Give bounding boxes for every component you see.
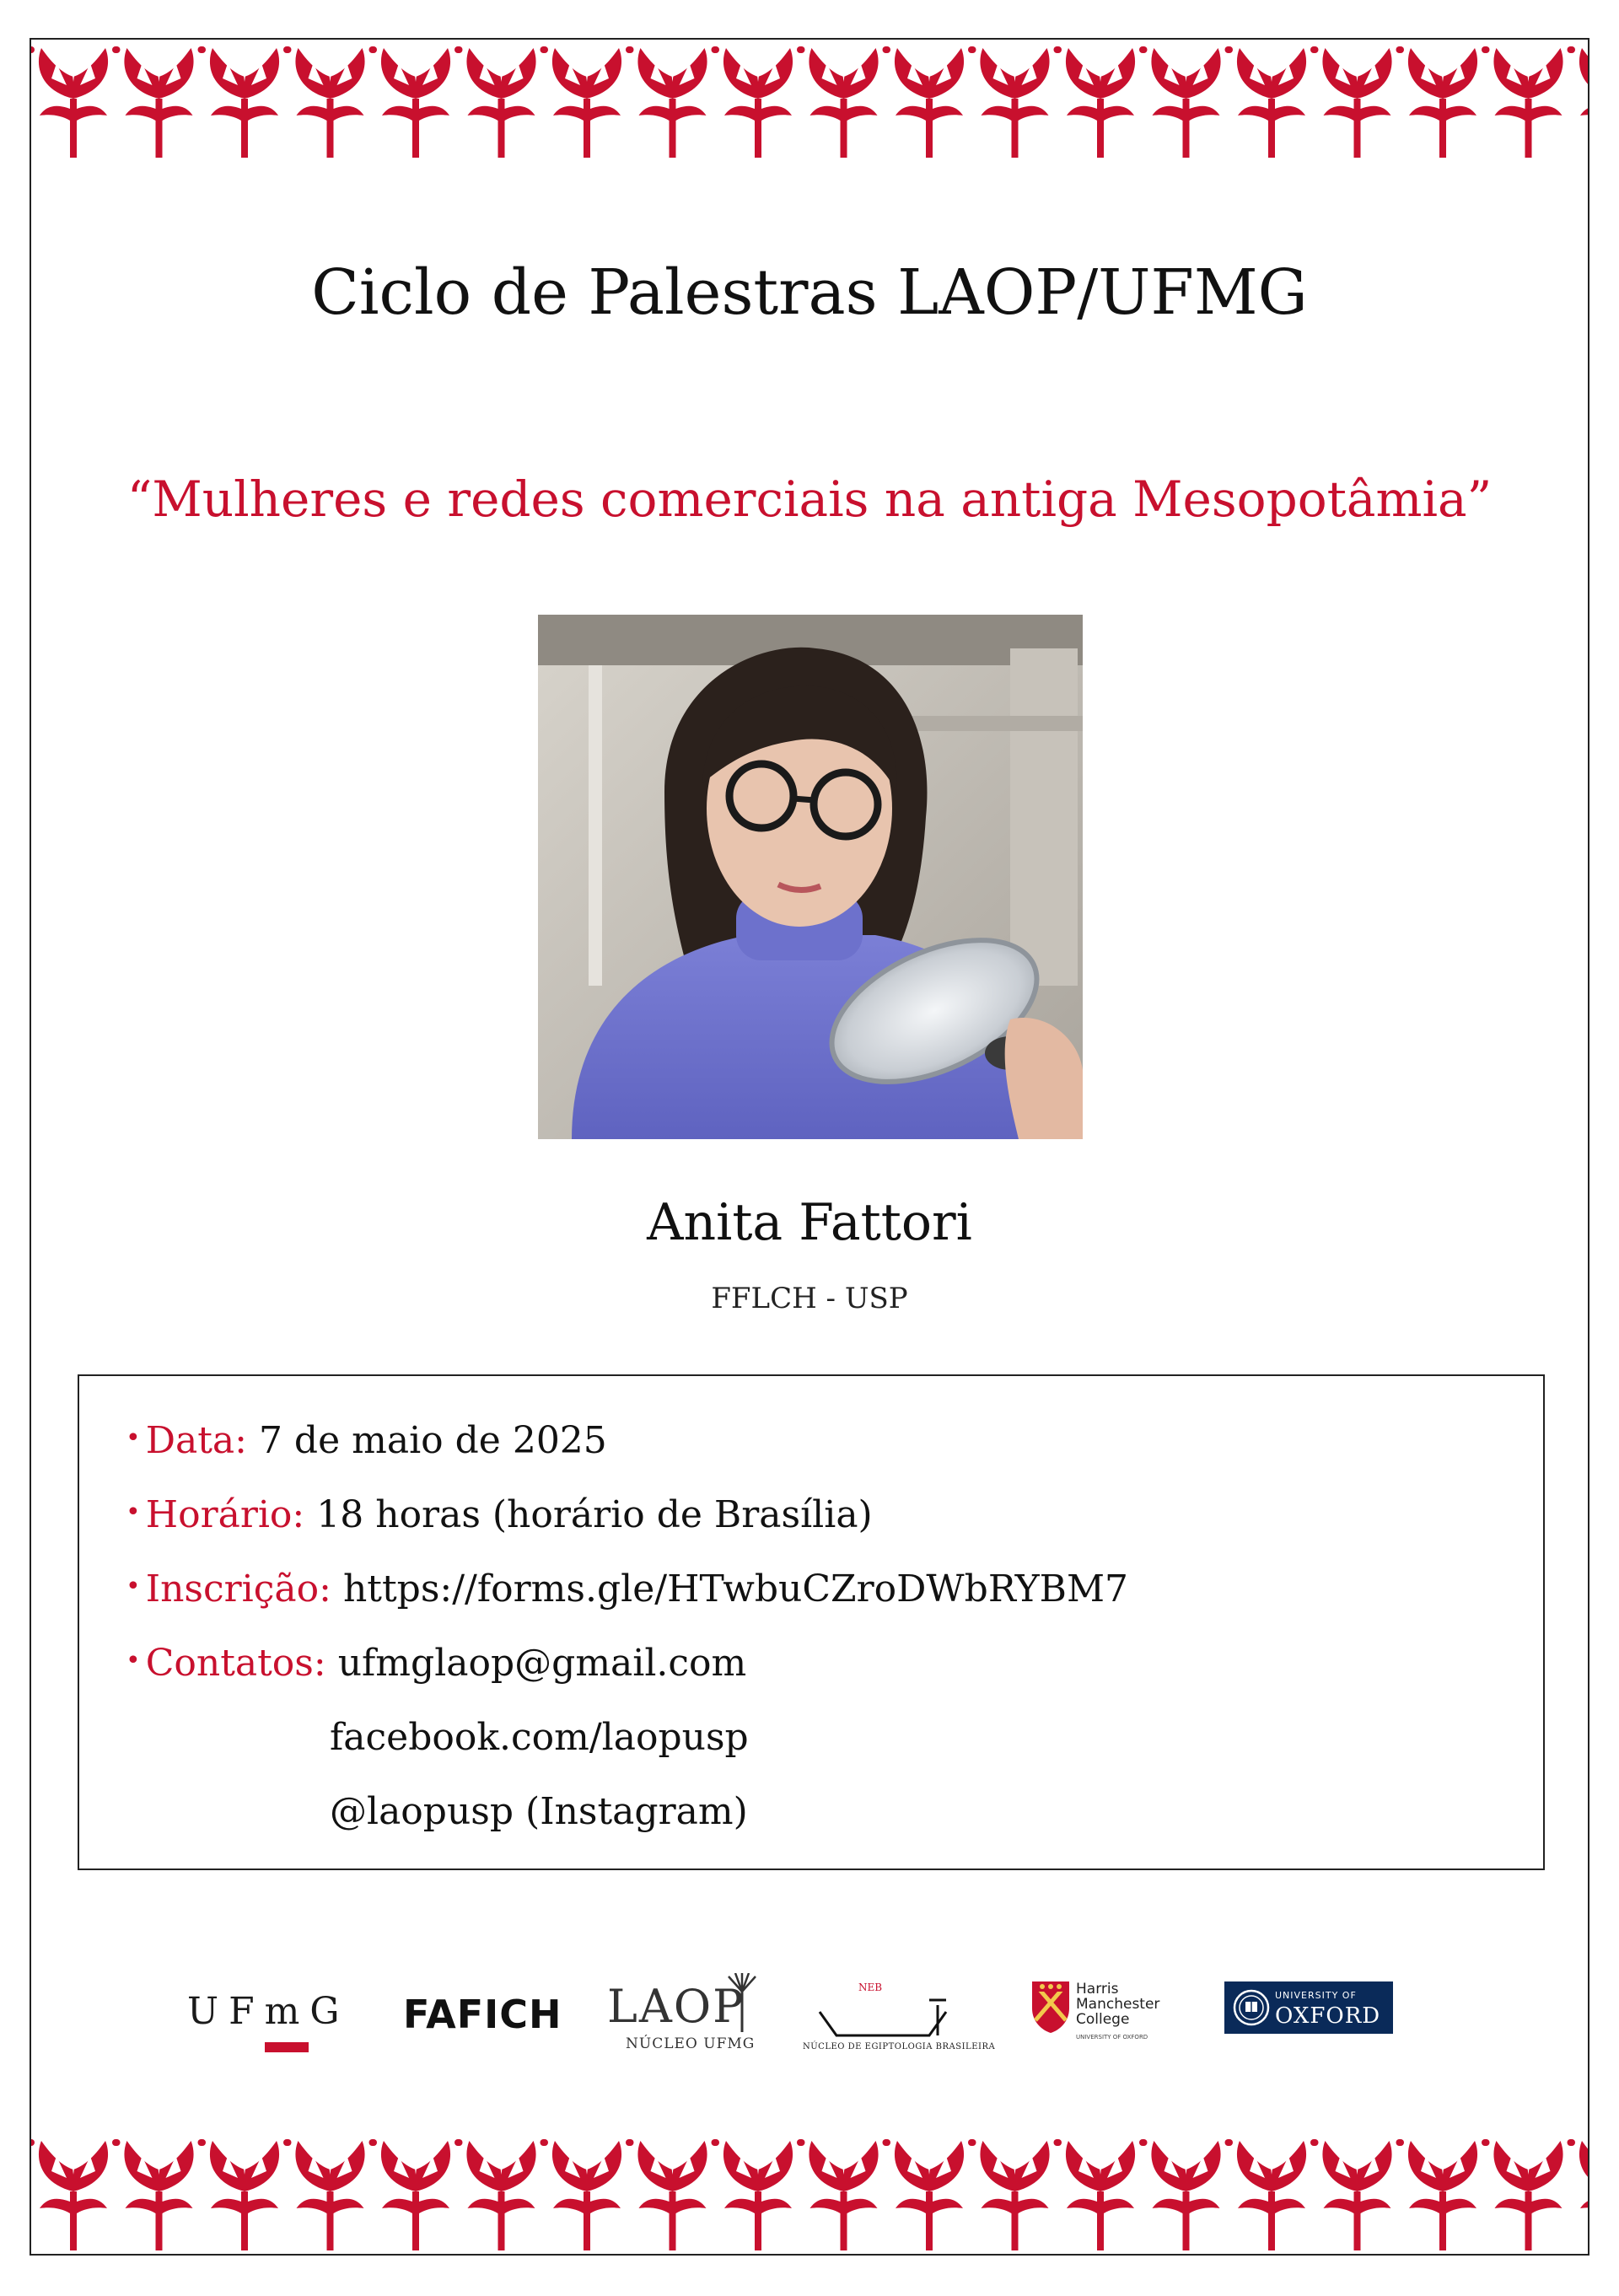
info-row-date xyxy=(126,1419,607,1462)
papyrus-motif-icon xyxy=(285,2139,376,2250)
papyrus-ornament-icon xyxy=(31,2132,1588,2252)
papyrus-motif-icon xyxy=(114,46,205,158)
decorative-border-top xyxy=(31,40,1588,159)
contact-facebook[interactable]: facebook.com/laopusp xyxy=(330,1716,749,1759)
page-frame xyxy=(30,38,1589,2256)
lecture-title: “Mulheres e redes comerciais na antiga Mesopotâmia” xyxy=(126,470,1493,528)
papyrus-motif-icon xyxy=(1055,2139,1146,2250)
papyrus-motif-icon xyxy=(799,46,890,158)
papyrus-motif-icon xyxy=(1568,46,1588,158)
papyrus-motif-icon xyxy=(31,46,119,158)
papyrus-motif-icon xyxy=(114,2139,205,2250)
papyrus-motif-icon xyxy=(1312,2139,1403,2250)
partner-logos xyxy=(0,1965,1619,2066)
papyrus-motif-icon xyxy=(199,46,290,158)
boat-icon xyxy=(811,1997,955,2039)
speaker-photo xyxy=(538,615,1083,1139)
papyrus-motif-icon xyxy=(713,46,804,158)
papyrus-motif-icon xyxy=(1397,46,1488,158)
papyrus-motif-icon xyxy=(1483,2139,1574,2250)
papyrus-motif-icon xyxy=(285,46,376,158)
speaker-affiliation: FFLCH - USP xyxy=(711,1282,908,1315)
info-row-contacts xyxy=(126,1642,747,1685)
papyrus-motif-icon xyxy=(31,2139,119,2250)
papyrus-motif-icon xyxy=(1226,46,1317,158)
speaker-name: Anita Fattori xyxy=(647,1193,972,1252)
papyrus-motif-icon xyxy=(1141,2139,1232,2250)
oxford-logo-small: UNIVERSITY OF xyxy=(1275,1990,1357,2001)
papyrus-motif-icon xyxy=(627,46,718,158)
oxford-logo xyxy=(1224,1981,1393,2034)
papyrus-motif-icon xyxy=(884,46,975,158)
date-value: 7 de maio de 2025 xyxy=(258,1419,607,1462)
papyrus-motif-icon xyxy=(370,46,461,158)
oxford-crest-icon xyxy=(1233,1988,1270,2027)
papyrus-motif-icon xyxy=(541,46,632,158)
contact-email[interactable]: ufmglaop@gmail.com xyxy=(337,1642,747,1685)
papyrus-motif-icon xyxy=(370,2139,461,2250)
papyrus-motif-icon xyxy=(199,2139,290,2250)
date-label: Data: xyxy=(145,1419,247,1462)
ufmg-logo xyxy=(187,1990,349,2033)
papyrus-motif-icon xyxy=(1141,46,1232,158)
ufmg-logo-bar xyxy=(265,2042,309,2052)
oxford-logo-big: OXFORD xyxy=(1275,2003,1381,2029)
shield-icon xyxy=(1030,1980,1071,2034)
event-info-box xyxy=(78,1374,1545,1870)
laop-logo xyxy=(607,1980,759,2064)
papyrus-motif-icon xyxy=(1483,46,1574,158)
info-row-registration xyxy=(126,1567,1129,1610)
page-title: Ciclo de Palestras LAOP/UFMG xyxy=(311,256,1308,329)
hmc-logo-subtitle: UNIVERSITY OF OXFORD xyxy=(1076,2034,1148,2041)
info-row-time xyxy=(126,1493,873,1536)
papyrus-icon xyxy=(725,1973,759,2032)
papyrus-motif-icon xyxy=(456,2139,547,2250)
fafich-logo-text: FAFICH xyxy=(403,1992,562,2037)
papyrus-motif-icon xyxy=(970,2139,1061,2250)
papyrus-motif-icon xyxy=(799,2139,890,2250)
contacts-label: Contatos: xyxy=(145,1642,326,1685)
bullet-icon: • xyxy=(126,1423,141,1453)
neb-logo-text: NEB xyxy=(858,1981,883,1993)
papyrus-motif-icon xyxy=(456,46,547,158)
neb-logo-subtitle: NÚCLEO DE EGIPTOLOGIA BRASILEIRA xyxy=(803,2042,996,2051)
registration-label: Inscrição: xyxy=(145,1567,331,1610)
neb-logo xyxy=(803,1981,996,2066)
papyrus-motif-icon xyxy=(541,2139,632,2250)
bullet-icon: • xyxy=(126,1498,141,1527)
papyrus-motif-icon xyxy=(1397,2139,1488,2250)
papyrus-motif-icon xyxy=(970,46,1061,158)
time-value: 18 horas (horário de Brasília) xyxy=(316,1493,873,1536)
harris-manchester-logo xyxy=(1030,1980,1174,2047)
papyrus-motif-icon xyxy=(1312,46,1403,158)
laop-logo-subtitle: NÚCLEO UFMG xyxy=(626,2035,756,2052)
fafich-logo xyxy=(403,1992,562,2037)
time-label: Horário: xyxy=(145,1493,305,1536)
decorative-border-bottom xyxy=(31,2132,1588,2252)
papyrus-ornament-icon xyxy=(31,40,1588,159)
ufmg-logo-text: UFmG xyxy=(187,1990,350,2033)
bullet-icon: • xyxy=(126,1646,141,1675)
papyrus-motif-icon xyxy=(1226,2139,1317,2250)
papyrus-motif-icon xyxy=(1055,46,1146,158)
laop-logo-text: LAOP xyxy=(607,1980,745,2033)
papyrus-motif-icon xyxy=(713,2139,804,2250)
papyrus-motif-icon xyxy=(884,2139,975,2250)
papyrus-motif-icon xyxy=(627,2139,718,2250)
papyrus-motif-icon xyxy=(1568,2139,1588,2250)
bullet-icon: • xyxy=(126,1572,141,1601)
contact-instagram[interactable]: @laopusp (Instagram) xyxy=(330,1790,748,1833)
hmc-logo-text: Harris Manchester College xyxy=(1076,1981,1160,2028)
registration-link[interactable]: https://forms.gle/HTwbuCZroDWbRYBM7 xyxy=(342,1567,1129,1610)
